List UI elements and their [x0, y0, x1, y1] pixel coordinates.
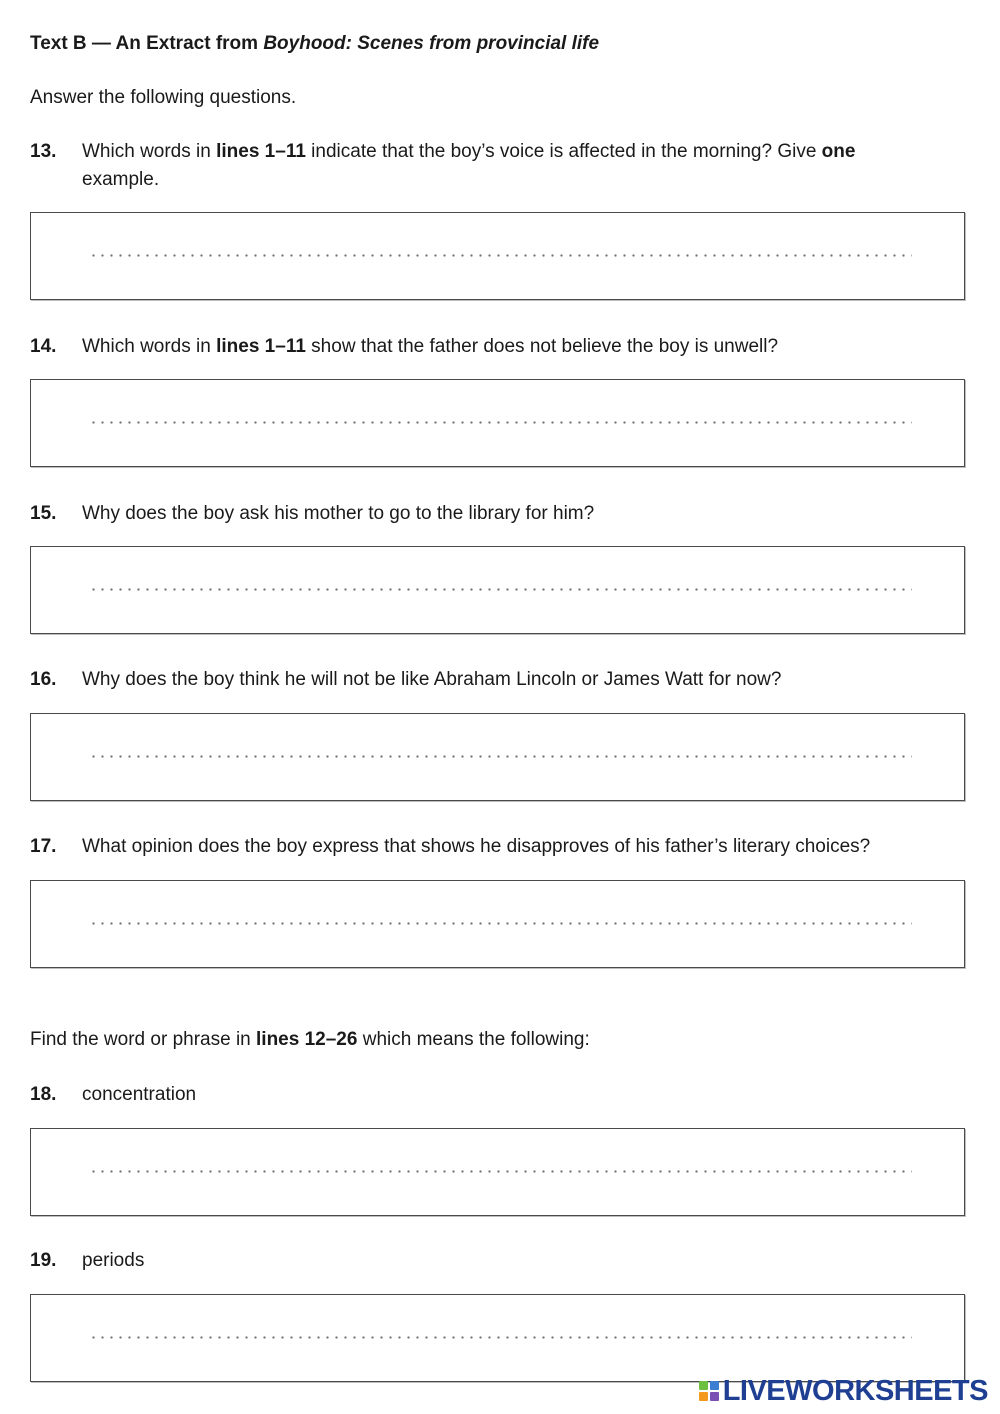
question-16	[30, 666, 930, 694]
logo-square-orange	[699, 1392, 708, 1401]
question-number: 19.	[30, 1250, 57, 1271]
answer-box-14[interactable]	[30, 379, 965, 467]
question-text: concentration	[82, 1084, 197, 1105]
answer-box-15[interactable]	[30, 546, 965, 634]
question-number: 13.	[30, 141, 57, 162]
question-text: Why does the boy think he will not be like Abraham Lincoln or James Watt for now?	[82, 669, 782, 690]
question-text: periods	[82, 1250, 145, 1271]
worksheet-title	[30, 33, 599, 55]
logo-square-purple	[710, 1392, 719, 1401]
answer-box-19[interactable]	[30, 1294, 965, 1382]
question-19	[30, 1247, 930, 1275]
liveworksheets-logo	[699, 1374, 988, 1408]
answer-box-16[interactable]	[30, 713, 965, 801]
question-18	[30, 1081, 930, 1109]
answer-input-16[interactable]	[89, 738, 912, 760]
question-text: Why does the boy ask his mother to go to the library for him?	[82, 503, 595, 524]
instructions-find: Find the word or phrase in lines 12–26 which means the following:	[30, 1029, 590, 1050]
answer-input-15[interactable]	[89, 571, 912, 593]
question-17	[30, 833, 930, 861]
question-number: 15.	[30, 503, 57, 524]
title-book-name: Boyhood: Scenes from provincial life	[263, 33, 600, 54]
question-14	[30, 333, 930, 361]
question-number: 18.	[30, 1084, 57, 1105]
question-text: Which words in lines 1–11 show that the father does not believe the boy is unwell?	[82, 336, 779, 357]
question-number: 16.	[30, 669, 57, 690]
answer-input-18[interactable]	[89, 1153, 912, 1175]
answer-box-13[interactable]	[30, 212, 965, 300]
logo-square-green	[699, 1381, 708, 1390]
question-number: 17.	[30, 836, 57, 857]
logo-squares-icon	[699, 1381, 719, 1401]
logo-square-blue	[710, 1381, 719, 1390]
question-text: What opinion does the boy express that shows he disapproves of his father’s literary choices?	[82, 836, 871, 857]
answer-box-18[interactable]	[30, 1128, 965, 1216]
answer-input-17[interactable]	[89, 905, 912, 927]
title-prefix: Text B — An Extract from	[30, 33, 264, 54]
answer-input-19[interactable]	[89, 1319, 912, 1341]
question-text: Which words in lines 1–11 indicate that the boy’s voice is affected in the morning? Give one example.	[82, 141, 856, 190]
question-number: 14.	[30, 336, 57, 357]
answer-input-14[interactable]	[89, 404, 912, 426]
logo-text: LIVEWORKSHEETS	[722, 1374, 988, 1407]
instructions-intro: Answer the following questions.	[30, 87, 297, 108]
answer-box-17[interactable]	[30, 880, 965, 968]
answer-input-13[interactable]	[89, 237, 912, 259]
question-13	[30, 138, 930, 194]
question-15	[30, 500, 930, 528]
